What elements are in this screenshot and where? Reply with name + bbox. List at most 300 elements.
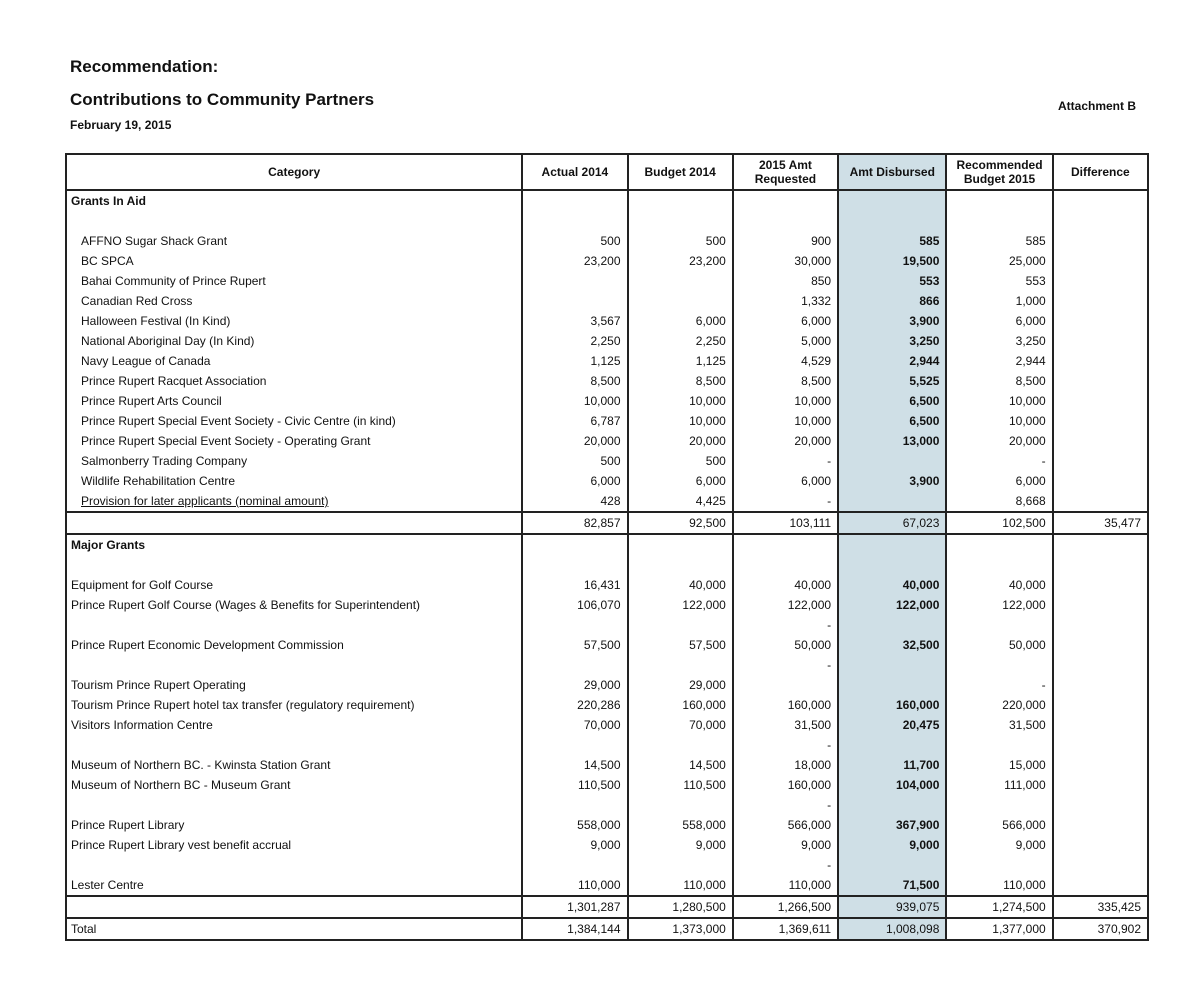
cell-requested-2015: - — [733, 451, 838, 471]
category-label: Museum of Northern BC - Museum Grant — [71, 778, 291, 792]
table-row — [66, 431, 1148, 451]
cell-disbursed: 40,000 — [838, 575, 946, 595]
cell-requested-2015: 4,529 — [733, 351, 838, 371]
cell-requested-2015: 31,500 — [733, 715, 838, 735]
category-label: Prince Rupert Special Event Society - Operating Grant — [81, 434, 371, 448]
cell-recommended-2015 — [946, 555, 1052, 575]
cell-recommended-2015 — [946, 655, 1052, 675]
col-header-recommended-2015 — [946, 154, 1052, 190]
cell-actual-2014 — [522, 855, 627, 875]
cell-difference — [1053, 735, 1148, 755]
cell-budget-2014: 14,500 — [628, 755, 733, 775]
cell-disbursed: 553 — [838, 271, 946, 291]
cell-budget-2014: 110,000 — [628, 875, 733, 896]
cell-difference: 35,477 — [1053, 512, 1148, 534]
table-row — [66, 575, 1148, 595]
cell-difference — [1053, 311, 1148, 331]
cell-difference — [1053, 271, 1148, 291]
cell-disbursed: 104,000 — [838, 775, 946, 795]
cell-category — [66, 291, 522, 311]
cell-requested-2015: 9,000 — [733, 835, 838, 855]
cell-recommended-2015: 15,000 — [946, 755, 1052, 775]
table-row — [66, 815, 1148, 835]
cell-budget-2014 — [628, 795, 733, 815]
cell-recommended-2015 — [946, 615, 1052, 635]
col-header-requested-2015 — [733, 154, 838, 190]
cell-difference — [1053, 431, 1148, 451]
cell-recommended-2015: 111,000 — [946, 775, 1052, 795]
cell-budget-2014: 2,250 — [628, 331, 733, 351]
cell-actual-2014: 14,500 — [522, 755, 627, 775]
cell-recommended-2015: 6,000 — [946, 311, 1052, 331]
cell-budget-2014 — [628, 735, 733, 755]
cell-difference — [1053, 211, 1148, 231]
cell-difference — [1053, 251, 1148, 271]
cell-recommended-2015: 1,000 — [946, 291, 1052, 311]
cell-category — [66, 835, 522, 855]
cell-recommended-2015: 50,000 — [946, 635, 1052, 655]
cell-difference — [1053, 795, 1148, 815]
cell-difference — [1053, 595, 1148, 615]
table-row — [66, 875, 1148, 896]
cell-recommended-2015: - — [946, 675, 1052, 695]
category-label: Prince Rupert Racquet Association — [81, 374, 267, 388]
category-label: Halloween Festival (In Kind) — [81, 314, 231, 328]
cell-recommended-2015: 3,250 — [946, 331, 1052, 351]
document-title: Contributions to Community Partners — [70, 90, 375, 109]
spacer-row — [66, 211, 1148, 231]
cell-difference — [1053, 471, 1148, 491]
cell-actual-2014: 558,000 — [522, 815, 627, 835]
cell-requested-2015: 50,000 — [733, 635, 838, 655]
cell-requested-2015: 1,369,611 — [733, 918, 838, 940]
col-header-disbursed: Amt Disbursed — [838, 154, 946, 190]
cell-actual-2014: 500 — [522, 451, 627, 471]
cell-recommended-2015: 6,000 — [946, 471, 1052, 491]
subtotal-row-major-grants — [66, 896, 1148, 918]
col-header-requested-line2: Requested — [754, 172, 817, 186]
cell-category — [66, 695, 522, 715]
cell-recommended-2015 — [946, 211, 1052, 231]
cell-category — [66, 311, 522, 331]
cell-recommended-2015: 40,000 — [946, 575, 1052, 595]
category-label: Prince Rupert Arts Council — [81, 394, 222, 408]
cell-difference — [1053, 534, 1148, 555]
category-label: Bahai Community of Prince Rupert — [81, 274, 266, 288]
cell-difference — [1053, 451, 1148, 471]
cell-budget-2014: 1,373,000 — [628, 918, 733, 940]
attachment-label: Attachment B — [1058, 99, 1137, 113]
cell-recommended-2015: 1,274,500 — [946, 896, 1052, 918]
table-row — [66, 635, 1148, 655]
cell-difference: 335,425 — [1053, 896, 1148, 918]
cell-category — [66, 351, 522, 371]
cell-disbursed: 1,008,098 — [838, 918, 946, 940]
cell-budget-2014 — [628, 855, 733, 875]
cell-requested-2015 — [733, 555, 838, 575]
cell-category — [66, 411, 522, 431]
spacer-row — [66, 555, 1148, 575]
category-label: National Aboriginal Day (In Kind) — [81, 334, 255, 348]
col-header-actual-2014: Actual 2014 — [522, 154, 627, 190]
category-label: Provision for later applicants (nominal amount) — [81, 494, 329, 508]
table-row — [66, 451, 1148, 471]
cell-disbursed — [838, 615, 946, 635]
document-date: February 19, 2015 — [70, 118, 172, 132]
cell-recommended-2015: 1,377,000 — [946, 918, 1052, 940]
category-label: Lester Centre — [71, 878, 144, 892]
cell-requested-2015: 6,000 — [733, 471, 838, 491]
cell-requested-2015: 103,111 — [733, 512, 838, 534]
cell-recommended-2015: 220,000 — [946, 695, 1052, 715]
cell-difference — [1053, 291, 1148, 311]
cell-disbursed: 13,000 — [838, 431, 946, 451]
cell-category — [66, 615, 522, 635]
section-header-row — [66, 190, 1148, 211]
cell-category — [66, 451, 522, 471]
cell-disbursed — [838, 675, 946, 695]
contributions-table — [65, 153, 1149, 941]
category-label: Tourism Prince Rupert Operating — [71, 678, 246, 692]
cell-budget-2014: 6,000 — [628, 471, 733, 491]
cell-disbursed: 6,500 — [838, 391, 946, 411]
cell-category — [66, 715, 522, 735]
cell-budget-2014: 160,000 — [628, 695, 733, 715]
cell-budget-2014: 40,000 — [628, 575, 733, 595]
cell-recommended-2015: 110,000 — [946, 875, 1052, 896]
cell-disbursed: 19,500 — [838, 251, 946, 271]
cell-requested-2015: 8,500 — [733, 371, 838, 391]
cell-recommended-2015: 8,500 — [946, 371, 1052, 391]
cell-actual-2014: 6,000 — [522, 471, 627, 491]
cell-requested-2015: - — [733, 491, 838, 512]
cell-recommended-2015: - — [946, 451, 1052, 471]
cell-category — [66, 431, 522, 451]
category-label: Prince Rupert Economic Development Commission — [71, 638, 344, 652]
category-label: Prince Rupert Special Event Society - Civic Centre (in kind) — [81, 414, 396, 428]
cell-budget-2014: 4,425 — [628, 491, 733, 512]
cell-actual-2014: 428 — [522, 491, 627, 512]
cell-actual-2014 — [522, 534, 627, 555]
cell-budget-2014: 23,200 — [628, 251, 733, 271]
cell-budget-2014: 10,000 — [628, 391, 733, 411]
cell-disbursed — [838, 211, 946, 231]
table-row — [66, 615, 1148, 635]
table-row — [66, 331, 1148, 351]
cell-category — [66, 271, 522, 291]
cell-budget-2014 — [628, 615, 733, 635]
cell-difference — [1053, 575, 1148, 595]
cell-actual-2014 — [522, 211, 627, 231]
cell-requested-2015: 1,332 — [733, 291, 838, 311]
table-row — [66, 695, 1148, 715]
cell-category — [66, 896, 522, 918]
cell-budget-2014: 558,000 — [628, 815, 733, 835]
table-row — [66, 251, 1148, 271]
cell-budget-2014 — [628, 655, 733, 675]
cell-budget-2014 — [628, 534, 733, 555]
cell-requested-2015 — [733, 190, 838, 211]
table-header-row — [66, 154, 1148, 190]
cell-budget-2014: 110,500 — [628, 775, 733, 795]
cell-budget-2014: 1,280,500 — [628, 896, 733, 918]
cell-recommended-2015: 102,500 — [946, 512, 1052, 534]
cell-requested-2015: - — [733, 855, 838, 875]
cell-disbursed: 2,944 — [838, 351, 946, 371]
cell-actual-2014 — [522, 271, 627, 291]
section-title: Grants In Aid — [66, 190, 522, 211]
cell-category — [66, 795, 522, 815]
cell-difference — [1053, 655, 1148, 675]
cell-category — [66, 211, 522, 231]
cell-disbursed: 939,075 — [838, 896, 946, 918]
category-label: Equipment for Golf Course — [71, 578, 214, 592]
cell-requested-2015: - — [733, 615, 838, 635]
table-row — [66, 655, 1148, 675]
cell-actual-2014 — [522, 735, 627, 755]
table-row — [66, 411, 1148, 431]
category-label: Tourism Prince Rupert hotel tax transfer (regulatory requirement) — [71, 698, 415, 712]
cell-budget-2014: 6,000 — [628, 311, 733, 331]
cell-budget-2014: 500 — [628, 231, 733, 251]
cell-disbursed: 67,023 — [838, 512, 946, 534]
cell-recommended-2015 — [946, 855, 1052, 875]
cell-actual-2014: 6,787 — [522, 411, 627, 431]
cell-category — [66, 815, 522, 835]
cell-recommended-2015 — [946, 534, 1052, 555]
cell-requested-2015: - — [733, 795, 838, 815]
cell-requested-2015: 5,000 — [733, 331, 838, 351]
cell-actual-2014: 16,431 — [522, 575, 627, 595]
category-label: AFFNO Sugar Shack Grant — [81, 234, 228, 248]
cell-recommended-2015: 9,000 — [946, 835, 1052, 855]
cell-disbursed: 5,525 — [838, 371, 946, 391]
cell-recommended-2015: 553 — [946, 271, 1052, 291]
cell-recommended-2015: 2,944 — [946, 351, 1052, 371]
cell-category — [66, 875, 522, 896]
cell-disbursed: 71,500 — [838, 875, 946, 896]
cell-budget-2014: 20,000 — [628, 431, 733, 451]
cell-difference — [1053, 231, 1148, 251]
cell-disbursed — [838, 451, 946, 471]
cell-recommended-2015: 566,000 — [946, 815, 1052, 835]
cell-difference — [1053, 391, 1148, 411]
table-row — [66, 291, 1148, 311]
cell-category — [66, 595, 522, 615]
cell-recommended-2015: 31,500 — [946, 715, 1052, 735]
cell-category — [66, 655, 522, 675]
cell-category — [66, 512, 522, 534]
cell-requested-2015: 122,000 — [733, 595, 838, 615]
table-row — [66, 675, 1148, 695]
cell-category — [66, 675, 522, 695]
col-header-recommended-line2: Budget 2015 — [963, 172, 1036, 186]
cell-difference — [1053, 775, 1148, 795]
cell-category — [66, 471, 522, 491]
cell-difference — [1053, 635, 1148, 655]
cell-disbursed: 3,900 — [838, 471, 946, 491]
category-label: BC SPCA — [81, 254, 134, 268]
cell-requested-2015: 160,000 — [733, 775, 838, 795]
cell-actual-2014 — [522, 555, 627, 575]
cell-recommended-2015 — [946, 190, 1052, 211]
category-label: Prince Rupert Library vest benefit accrual — [71, 838, 292, 852]
cell-difference — [1053, 491, 1148, 512]
cell-disbursed — [838, 655, 946, 675]
category-label: Prince Rupert Golf Course (Wages & Benefits for Superintendent) — [71, 598, 421, 612]
cell-difference — [1053, 331, 1148, 351]
category-label: Museum of Northern BC. - Kwinsta Station Grant — [71, 758, 331, 772]
col-header-requested-line1: 2015 Amt — [758, 158, 812, 172]
cell-recommended-2015: 122,000 — [946, 595, 1052, 615]
category-label: Canadian Red Cross — [81, 294, 193, 308]
cell-requested-2015: - — [733, 655, 838, 675]
cell-disbursed: 32,500 — [838, 635, 946, 655]
cell-requested-2015: 30,000 — [733, 251, 838, 271]
cell-budget-2014: 92,500 — [628, 512, 733, 534]
cell-difference — [1053, 755, 1148, 775]
table-row — [66, 311, 1148, 331]
table-row — [66, 471, 1148, 491]
cell-actual-2014 — [522, 190, 627, 211]
cell-actual-2014: 8,500 — [522, 371, 627, 391]
table-row — [66, 855, 1148, 875]
cell-category — [66, 635, 522, 655]
table-row — [66, 835, 1148, 855]
cell-requested-2015: 10,000 — [733, 391, 838, 411]
table-row — [66, 755, 1148, 775]
cell-budget-2014: 10,000 — [628, 411, 733, 431]
cell-difference — [1053, 835, 1148, 855]
cell-requested-2015 — [733, 675, 838, 695]
section-title: Major Grants — [66, 534, 522, 555]
recommendation-heading: Recommendation: — [70, 57, 219, 76]
cell-actual-2014: 500 — [522, 231, 627, 251]
cell-disbursed: 9,000 — [838, 835, 946, 855]
subtotal-row-grants-in-aid — [66, 512, 1148, 534]
cell-actual-2014 — [522, 655, 627, 675]
cell-recommended-2015: 8,668 — [946, 491, 1052, 512]
cell-budget-2014: 122,000 — [628, 595, 733, 615]
table-row — [66, 231, 1148, 251]
cell-actual-2014: 110,500 — [522, 775, 627, 795]
cell-requested-2015: 110,000 — [733, 875, 838, 896]
table-row — [66, 371, 1148, 391]
cell-category — [66, 775, 522, 795]
cell-requested-2015: 10,000 — [733, 411, 838, 431]
cell-difference: 370,902 — [1053, 918, 1148, 940]
col-header-budget-2014: Budget 2014 — [628, 154, 733, 190]
cell-category — [66, 735, 522, 755]
cell-disbursed: 20,475 — [838, 715, 946, 735]
cell-budget-2014 — [628, 555, 733, 575]
category-label: Wildlife Rehabilitation Centre — [81, 474, 236, 488]
cell-recommended-2015: 25,000 — [946, 251, 1052, 271]
cell-budget-2014: 1,125 — [628, 351, 733, 371]
cell-budget-2014: 8,500 — [628, 371, 733, 391]
cell-disbursed — [838, 491, 946, 512]
cell-disbursed: 866 — [838, 291, 946, 311]
cell-actual-2014: 57,500 — [522, 635, 627, 655]
cell-budget-2014 — [628, 190, 733, 211]
cell-category: Total — [66, 918, 522, 940]
cell-actual-2014: 20,000 — [522, 431, 627, 451]
cell-difference — [1053, 715, 1148, 735]
cell-requested-2015: 18,000 — [733, 755, 838, 775]
table-row — [66, 715, 1148, 735]
cell-budget-2014: 500 — [628, 451, 733, 471]
cell-difference — [1053, 371, 1148, 391]
cell-budget-2014: 29,000 — [628, 675, 733, 695]
section-header-row — [66, 534, 1148, 555]
cell-difference — [1053, 675, 1148, 695]
cell-actual-2014: 10,000 — [522, 391, 627, 411]
cell-actual-2014: 1,384,144 — [522, 918, 627, 940]
cell-category — [66, 575, 522, 595]
col-header-category: Category — [66, 154, 522, 190]
cell-recommended-2015: 10,000 — [946, 391, 1052, 411]
cell-requested-2015: 1,266,500 — [733, 896, 838, 918]
cell-actual-2014 — [522, 291, 627, 311]
cell-disbursed: 11,700 — [838, 755, 946, 775]
table-row — [66, 595, 1148, 615]
cell-category — [66, 491, 522, 512]
cell-actual-2014: 82,857 — [522, 512, 627, 534]
table-row — [66, 391, 1148, 411]
category-label: Prince Rupert Library — [71, 818, 185, 832]
cell-recommended-2015: 10,000 — [946, 411, 1052, 431]
cell-difference — [1053, 555, 1148, 575]
cell-disbursed — [838, 534, 946, 555]
cell-category — [66, 755, 522, 775]
cell-category — [66, 331, 522, 351]
cell-actual-2014: 70,000 — [522, 715, 627, 735]
cell-budget-2014 — [628, 291, 733, 311]
cell-requested-2015: 566,000 — [733, 815, 838, 835]
cell-disbursed: 160,000 — [838, 695, 946, 715]
cell-difference — [1053, 875, 1148, 896]
cell-category — [66, 251, 522, 271]
cell-disbursed: 3,900 — [838, 311, 946, 331]
category-label: Visitors Information Centre — [71, 718, 213, 732]
total-row — [66, 918, 1148, 940]
cell-requested-2015: 160,000 — [733, 695, 838, 715]
cell-category — [66, 555, 522, 575]
col-header-difference: Difference — [1053, 154, 1148, 190]
cell-actual-2014 — [522, 615, 627, 635]
cell-actual-2014: 1,301,287 — [522, 896, 627, 918]
table-row — [66, 775, 1148, 795]
cell-recommended-2015: 20,000 — [946, 431, 1052, 451]
cell-budget-2014 — [628, 211, 733, 231]
cell-budget-2014: 57,500 — [628, 635, 733, 655]
cell-requested-2015: - — [733, 735, 838, 755]
cell-category — [66, 391, 522, 411]
cell-disbursed: 367,900 — [838, 815, 946, 835]
cell-difference — [1053, 855, 1148, 875]
cell-actual-2014: 9,000 — [522, 835, 627, 855]
cell-category — [66, 855, 522, 875]
cell-disbursed — [838, 735, 946, 755]
table-row — [66, 491, 1148, 512]
cell-actual-2014: 106,070 — [522, 595, 627, 615]
cell-category — [66, 371, 522, 391]
cell-difference — [1053, 695, 1148, 715]
col-header-recommended-line1: Recommended — [956, 158, 1043, 172]
cell-disbursed — [838, 795, 946, 815]
cell-actual-2014: 220,286 — [522, 695, 627, 715]
cell-actual-2014: 2,250 — [522, 331, 627, 351]
